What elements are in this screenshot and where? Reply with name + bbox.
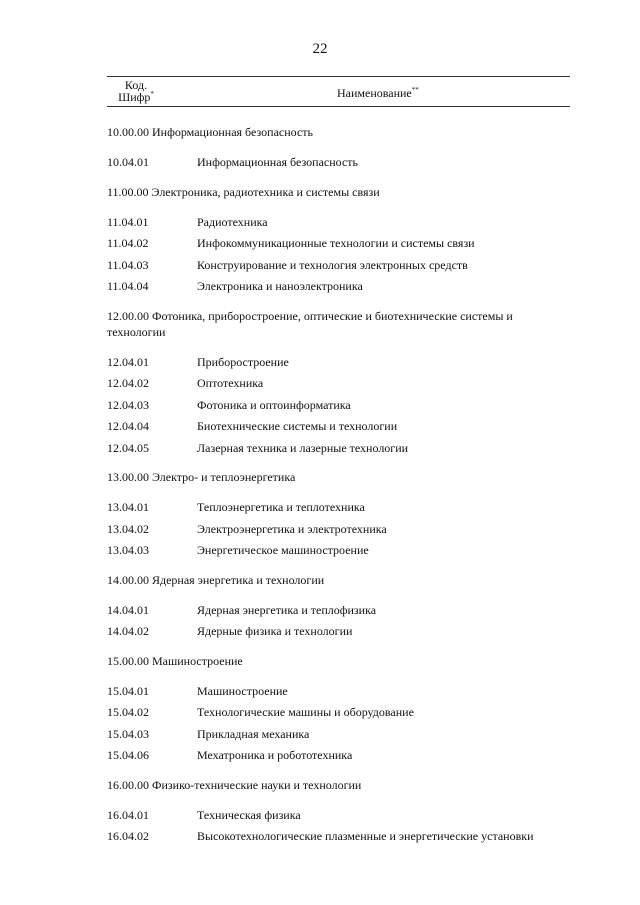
specialty-list <box>107 124 572 848</box>
list-item <box>107 540 572 562</box>
list-item <box>107 233 572 255</box>
item-code: 15.04.03 <box>107 726 149 741</box>
item-name: Электроэнергетика и электротехника <box>197 521 387 536</box>
item-code: 13.04.01 <box>107 500 149 515</box>
group-title: 15.00.00 Машиностроение <box>107 653 243 668</box>
item-name: Машиностроение <box>197 683 288 698</box>
item-name: Электроника и наноэлектроника <box>197 279 363 294</box>
item-name: Радиотехника <box>197 214 268 229</box>
item-name: Оптотехника <box>197 376 264 391</box>
list-item <box>107 519 572 541</box>
group-gap <box>107 485 572 497</box>
item-name: Ядерные физика и технологии <box>197 624 353 639</box>
item-code: 11.04.04 <box>107 279 149 294</box>
list-item <box>107 212 572 234</box>
list-item <box>107 600 572 622</box>
item-name: Ядерная энергетика и теплофизика <box>197 602 377 617</box>
list-item <box>107 826 572 848</box>
item-code: 11.04.02 <box>107 236 149 251</box>
item-name: Конструирование и технология электронных средств <box>197 257 468 272</box>
item-code: 16.04.01 <box>107 807 149 822</box>
list-item <box>107 805 572 827</box>
list-item <box>107 745 572 767</box>
item-code: 15.04.06 <box>107 748 149 763</box>
item-code: 11.04.01 <box>107 214 149 229</box>
item-code: 14.04.01 <box>107 602 149 617</box>
item-name: Энергетическое машиностроение <box>197 543 369 558</box>
group-title: 16.00.00 Физико-технические науки и технологии <box>107 777 362 792</box>
item-code: 11.04.03 <box>107 257 149 272</box>
group-gap <box>107 793 572 805</box>
item-name: Техническая физика <box>197 807 301 822</box>
table-header <box>107 76 570 107</box>
header-code-line1: Код. <box>124 78 148 92</box>
item-name: Фотоника и оптоинформатика <box>197 397 351 412</box>
group-title: 12.00.00 Фотоника, приборостроение, оптические и биотехнические системы и технологии <box>107 308 513 339</box>
item-code: 12.04.01 <box>107 354 149 369</box>
item-code: 12.04.02 <box>107 376 149 391</box>
group-gap <box>107 588 572 600</box>
group-gap <box>107 669 572 681</box>
header-code-line2 <box>107 91 165 103</box>
item-code: 12.04.05 <box>107 440 149 455</box>
group-gap <box>107 200 572 212</box>
list-item <box>107 724 572 746</box>
item-name: Теплоэнергетика и теплотехника <box>197 500 365 515</box>
group-title: 11.00.00 Электроника, радиотехника и системы связи <box>107 184 380 199</box>
item-code: 12.04.03 <box>107 397 149 412</box>
list-item <box>107 702 572 724</box>
list-item <box>107 395 572 417</box>
header-code-footnote-mark: * <box>150 90 154 98</box>
item-name: Лазерная техника и лазерные технологии <box>197 440 409 455</box>
list-item <box>107 416 572 438</box>
item-code: 12.04.04 <box>107 419 149 434</box>
list-item <box>107 152 572 174</box>
group-gap <box>107 140 572 152</box>
item-name: Прикладная механика <box>197 726 310 741</box>
list-item <box>107 681 572 703</box>
item-code: 15.04.02 <box>107 705 149 720</box>
page-number: 22 <box>312 41 328 57</box>
list-item <box>107 373 572 395</box>
item-name: Инфокоммуникационные технологии и системы связи <box>197 236 475 251</box>
header-name-column <box>337 86 419 101</box>
item-name: Информационная безопасность <box>197 155 358 170</box>
header-name-label: Наименование <box>337 86 412 100</box>
item-name: Мехатроника и робототехника <box>197 748 353 763</box>
list-item <box>107 438 572 460</box>
list-item <box>107 276 572 298</box>
item-code: 16.04.02 <box>107 829 149 844</box>
header-code-label: Шифр <box>118 90 151 104</box>
group-gap <box>107 340 572 352</box>
list-item <box>107 255 572 277</box>
header-code-column <box>107 79 165 103</box>
item-code: 15.04.01 <box>107 683 149 698</box>
group-title: 14.00.00 Ядерная энергетика и технологии <box>107 572 325 587</box>
list-item <box>107 621 572 643</box>
item-name: Биотехнические системы и технологии <box>197 419 398 434</box>
item-name: Приборостроение <box>197 354 289 369</box>
group-title: 13.00.00 Электро- и теплоэнергетика <box>107 470 296 484</box>
header-name-footnote-mark: ** <box>411 86 419 94</box>
item-name: Высокотехнологические плазменные и энергетические установки <box>197 829 534 844</box>
item-code: 13.04.03 <box>107 543 149 558</box>
item-name: Технологические машины и оборудование <box>197 705 414 720</box>
group-title: 10.00.00 Информационная безопасность <box>107 125 313 139</box>
item-code: 10.04.01 <box>107 155 149 170</box>
list-item <box>107 497 572 519</box>
list-item <box>107 352 572 374</box>
item-code: 14.04.02 <box>107 624 149 639</box>
item-code: 13.04.02 <box>107 521 149 536</box>
